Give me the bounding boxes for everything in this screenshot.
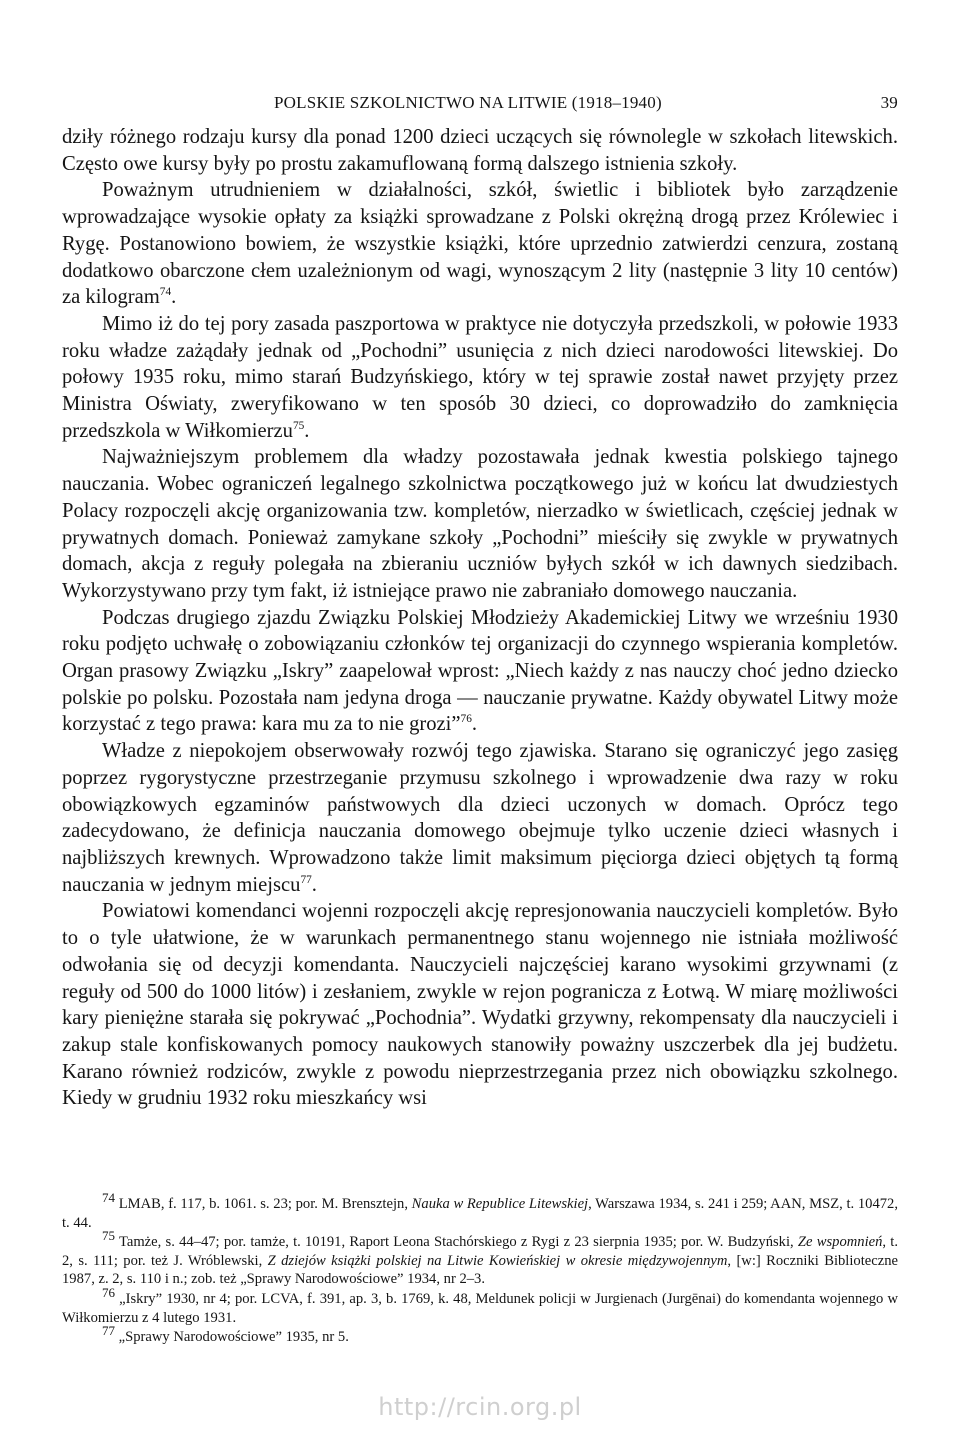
footnote-ref-75: 75 [292, 419, 305, 432]
page-number: 39 [880, 93, 898, 112]
footnote-number: 75 [102, 1228, 115, 1244]
paragraph-5-end: . [471, 713, 478, 736]
paragraph-6 [62, 738, 898, 898]
paragraph-6-end: . [311, 873, 317, 896]
paragraph-3-end: . [304, 419, 310, 442]
footnote-74 [62, 1190, 899, 1232]
footnote-76 [62, 1285, 898, 1327]
footnote-text: Tamże, s. 44–47; por. tamże, t. 10191, Raport Leona Stachórskiego z Rygi z 23 sierpnia 1935; por. W. Budzyński, [115, 1234, 798, 1251]
paragraph-1: dziły różnego rodzaju kursy dla ponad 1200 dzieci uczących się równolegle w szkołach litewskich. Często owe kursy były po prostu zakamuflowaną formą dalszego istnienia szkoły. [62, 126, 898, 175]
paragraph-3 [62, 311, 898, 445]
footnote-number: 74 [102, 1190, 115, 1206]
running-title: POLSKIE SZKOLNICTWO NA LITWIE (1918–1940) [274, 93, 662, 112]
footnote-text: , Warszawa 1934, s. 241 i 259; AAN, MSZ, t. 10472, t. 44. [62, 1196, 899, 1231]
paragraph-5-text: Podczas drugiego zjazdu Związku Polskiej Młodzieży Akademickiej Litwy we wrześniu 1930 roku podjęto uchwałę o zobowiązaniu członków tej organizacji do czynnego wspierania kompletów. Organ prasowy Związku „Iskry” zaapelował wprost: „Niech każdy z nas nauczy choć jedno dziecko polskie po polsku. Pozostała nam jedyna droga — nauczanie prywatne. Każdy obywatel Litwy może korzystać z tego prawa: kara mu za to nie grozi” [62, 606, 898, 736]
footnote-text: LMAB, f. 117, b. 1061. s. 23; por. M. Brensztejn, [115, 1196, 412, 1212]
footnote-text: „Iskry” 1930, nr 4; por. LCVA, f. 391, ap. 3, b. 1769, k. 48, Meldunek policji w Jurgienach (Jurgēnai) do komendanta wojennego w Wiłkomierzu z 4 lutego 1931. [62, 1290, 898, 1326]
footnote-text: „Sprawy Narodowościowe” 1935, nr 5. [115, 1329, 349, 1346]
paragraph-2-text: Poważnym utrudnieniem w działalności, szkół, świetlic i bibliotek było zarządzenie wprowadzające wysokie opłaty za książki sprowadzane z Polski okrężną drogą przez Królewiec i Rygę. Postanowiono bowiem, że wszystkie książki, które uprzednio zatwierdzi cenzura, zostaną dodatkowo obarczone cłem uzależnionym od wagi, wynoszącym 2 lity (następnie 3 lity 10 centów) za kilogram [62, 179, 898, 309]
footnote-text: , t. 2, s. 111; por. też J. Wróblewski, [62, 1234, 898, 1269]
watermark-url: http://rcin.org.pl [378, 1393, 582, 1421]
footnote-title: Ze wspomnień [797, 1234, 883, 1251]
footnotes [62, 1190, 899, 1348]
paragraph-7: Powiatowi komendanci wojenni rozpoczęli akcję represjonowania nauczycieli kompletów. Było to o tyle ułatwione, że w warunkach permanentnego stanu wojennego nie istniała możliwość odwołania się od decyzji komendanta. Nauczycieli najczęściej karano wysokimi grzywnami (z reguły od 500 do 1000 litów) i zesłaniem, zwykle w rejon pogranicza z Łotwą. W miarę możliwości kary pieniężne starała się pokrywać „Pochodnia”. Wydatki grzywny, rekompensaty dla nauczycieli i zakup stale konfiskowanych pomocy naukowych stanowiły poważny uszczerbek dla jej budżetu. Karano również rodziców, zwykle z powodu nieprzestrzegania przez nich obowiązku szkolnego. Kiedy w grudniu 1932 roku mieszkańcy wsi [62, 900, 898, 1110]
running-header [62, 93, 898, 117]
footnote-number: 77 [102, 1323, 115, 1339]
paragraph-3-text: Mimo iż do tej pory zasada paszportowa w praktyce nie dotyczyła przedszkoli, w połowie 1933 roku władze zażądały jednak od „Pochodni” usunięcia z nich dzieci narodowości litewskiej. Do połowy 1935 roku, mimo starań Budzyńskiego, który w tej sprawie został nawet przyjęty przez Ministra Oświaty, zweryfikowano w ten sposób 30 dzieci, co doprowadziło do zamknięcia przedszkola w Wiłkomierzu [62, 312, 898, 442]
footnote-ref-74: 74 [159, 286, 172, 299]
footnote-number: 76 [102, 1285, 115, 1301]
body-text [62, 124, 898, 1112]
footnote-text: , [w:] Roczniki Biblioteczne 1987, z. 2, s. 110 i n.; zob. też „Sprawy Narodowościowe” 1934, nr 2–3. [62, 1252, 898, 1288]
footnote-ref-76: 76 [460, 713, 472, 726]
paragraph-4: Najważniejszym problemem dla władzy pozostawała jednak kwestia polskiego tajnego nauczania. Wobec ograniczeń legalnego szkolnictwa początkowego już w końcu lat dwudziestych Polacy rozpoczęli akcję organizowania tzw. kompletów, nierzadko w świetlicach, częściej jednak w prywatnych domach. Ponieważ zamykane szkoły „Pochodni” mieściły się zwykle w prywatnych domach, akcja z reguły polegała na zbieraniu uczniów byłych szkół w ich dawnych siedzibach. Wykorzystywano przy tym fakt, iż istniejące prawo nie zabraniało domowego nauczania. [62, 446, 898, 602]
footnote-title: Nauka w Republice Litewskiej [411, 1196, 589, 1212]
footnote-77 [62, 1323, 898, 1347]
footnote-ref-77: 77 [300, 873, 312, 886]
paragraph-2 [62, 177, 898, 311]
paragraph-5 [62, 605, 898, 739]
paragraph-6-text: Władze z niepokojem obserwowały rozwój tego zjawiska. Starano się ograniczyć jego zasięg poprzez rygorystyczne przestrzeganie przymusu szkolnego i wprowadzenie dwa razy w roku obowiązkowych egzaminów państwowych dla dzieci uczonych w domach. Oprócz tego zadecydowano, że definicja nauczania domowego obejmuje tylko uczenie dzieci własnych i najbliższych krewnych. Wprowadzono także limit maksimum pięciorga dzieci objętych tą formą nauczania w jednym miejscu [62, 740, 898, 896]
footnote-title: Z dziejów książki polskiej na Litwie Kowieńskiej w okresie międzywojennym [267, 1252, 728, 1269]
footnote-75 [62, 1228, 898, 1289]
paragraph-2-end: . [171, 286, 177, 309]
